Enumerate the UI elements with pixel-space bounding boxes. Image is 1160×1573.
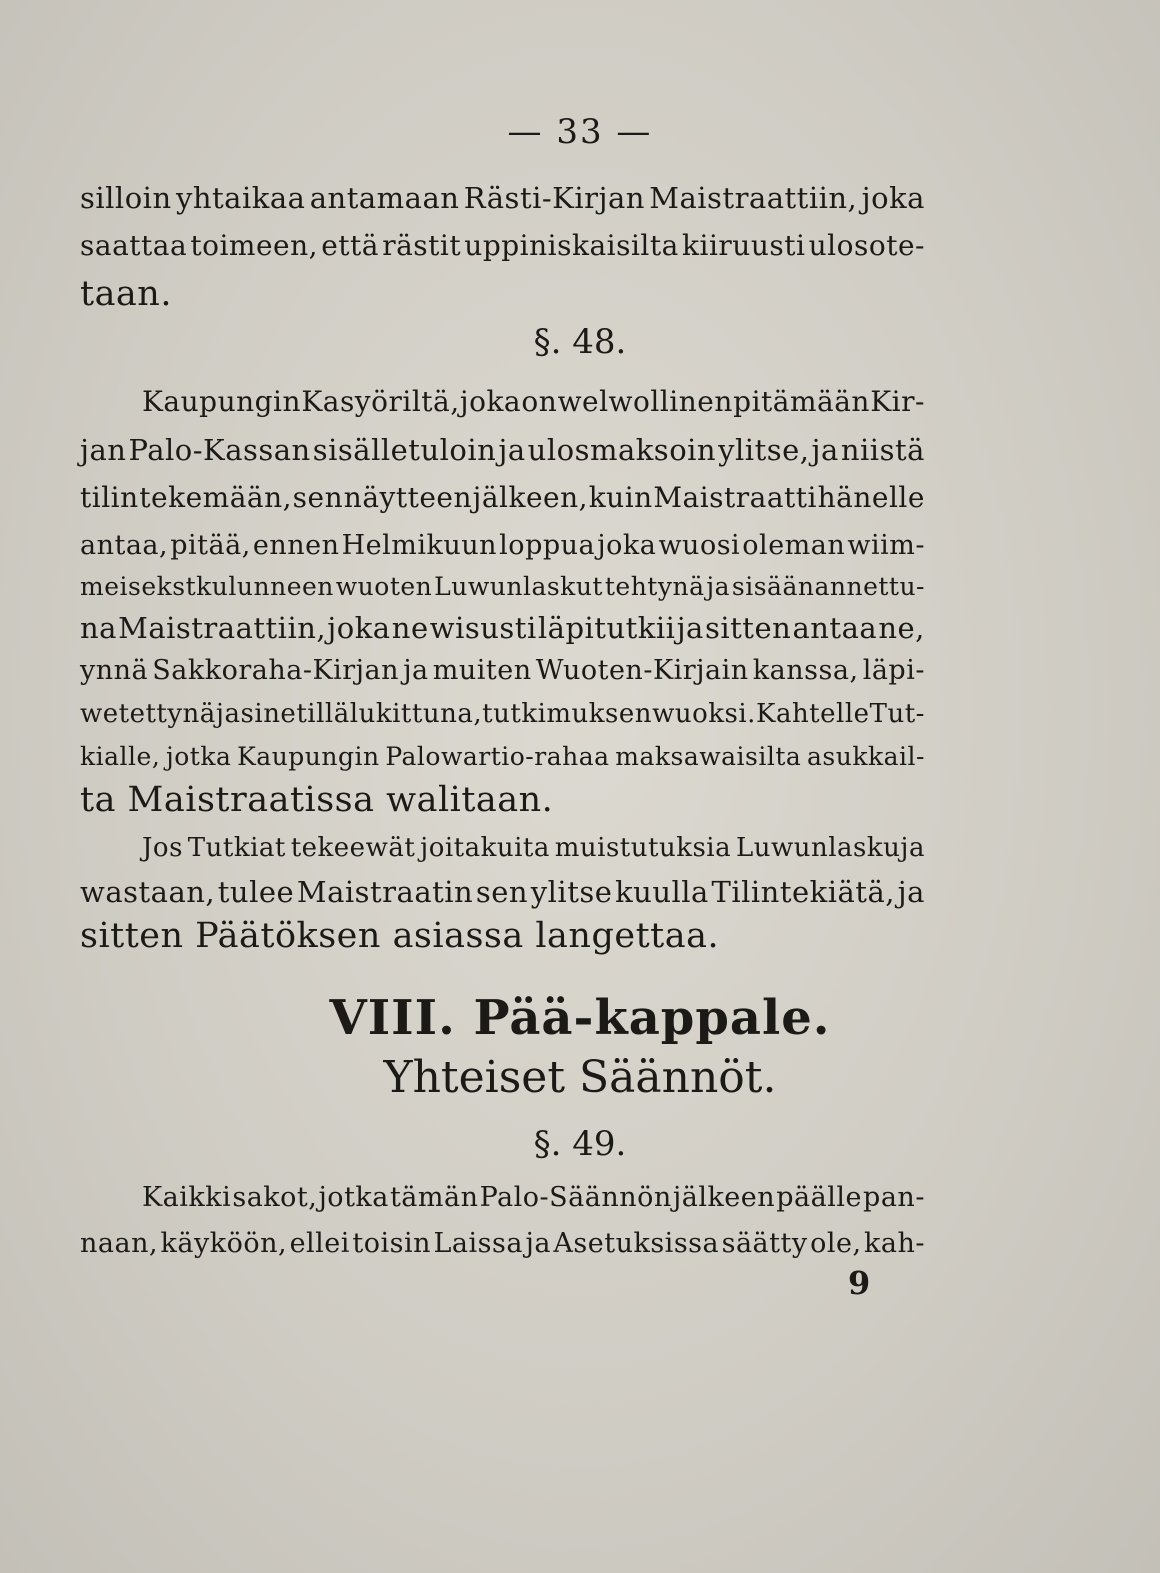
word: wuosi <box>658 530 741 561</box>
word: ja <box>897 875 925 909</box>
word: ynnä <box>80 655 149 686</box>
word: yhtaikaa <box>175 181 306 215</box>
word: kah- <box>864 1228 925 1259</box>
word: Luwunlaskuja <box>735 833 925 863</box>
word: tehtynä <box>604 572 705 601</box>
word: joka <box>597 530 657 561</box>
word: Maistraattiin, <box>118 611 327 645</box>
word: ylitse <box>530 875 613 909</box>
word: tutkimuksen <box>482 699 653 729</box>
word: jälkeen <box>672 1182 776 1213</box>
word: na <box>80 611 117 645</box>
word: muistutuksia <box>554 833 732 863</box>
word: saattaa <box>80 229 188 262</box>
word: sitten <box>705 611 792 645</box>
word: ole, <box>810 1228 862 1259</box>
paragraph-line <box>80 735 925 779</box>
paragraph-line <box>80 692 925 736</box>
word: Jos <box>142 833 183 863</box>
paragraph-line <box>80 870 925 914</box>
word: jotka <box>318 1182 389 1213</box>
paragraph-line <box>80 826 925 870</box>
word: wastaan, <box>80 875 216 909</box>
word: lukittuna, <box>349 699 483 729</box>
word: ylitse, <box>718 433 810 467</box>
word: toisin <box>352 1228 432 1259</box>
word: ja <box>706 572 731 601</box>
word: wiim- <box>847 530 925 561</box>
word: Tutkiat <box>187 833 286 863</box>
word: wetettynä <box>80 699 216 729</box>
word: Wuoten-Kirjain <box>535 655 749 686</box>
word: antamaan <box>309 181 460 215</box>
word: että <box>321 229 380 262</box>
paragraph-line <box>80 524 925 568</box>
word: Palo-Säännön <box>479 1182 672 1213</box>
word: antaa <box>792 611 878 645</box>
paragraph-line <box>80 380 925 424</box>
word: Rästi-Kirjan <box>463 181 645 215</box>
word: päälle <box>776 1182 862 1213</box>
word: rästit <box>382 229 462 262</box>
word: naan, <box>80 1228 159 1259</box>
word: Palowartio-rahaa <box>385 742 610 771</box>
word: tekemään, <box>139 481 293 514</box>
word: kuulla <box>615 875 709 909</box>
word: maksawaisilta <box>615 742 802 771</box>
word: tämän <box>389 1182 479 1213</box>
chapter-subtitle: Yhteiset Säännöt. <box>383 1052 777 1103</box>
word: Luwunlaskut <box>434 572 603 601</box>
word: uppiniskaisilta <box>464 229 679 262</box>
word: jotka <box>166 742 232 771</box>
word: ja <box>498 433 526 467</box>
word: ja <box>811 433 839 467</box>
word: Asetuksissa <box>553 1228 720 1259</box>
word: hänelle <box>817 481 925 514</box>
word: wuoten <box>335 572 433 601</box>
word: Kasyöriltä, <box>301 385 460 418</box>
word: sen <box>292 481 344 514</box>
word: Kaupungin <box>237 742 380 771</box>
word: tulee <box>217 875 295 909</box>
word: niistä <box>840 433 925 467</box>
word: Maistraatti <box>653 481 817 514</box>
word: wuoksi. <box>652 699 756 729</box>
word: käyköön, <box>160 1228 288 1259</box>
section-49-heading: §. 49. <box>533 1124 627 1164</box>
section-48-heading: §. 48. <box>533 322 627 362</box>
word: sinetillä <box>240 699 350 729</box>
word: näytteen <box>343 481 473 514</box>
word: kiiruusti <box>682 229 806 262</box>
word: Kaupungin <box>142 385 302 418</box>
word: pan- <box>863 1182 925 1213</box>
word: pitämään <box>733 385 870 418</box>
word: läpitutkii <box>537 611 676 645</box>
word: ennen <box>252 530 340 561</box>
word: wisusti <box>429 611 537 645</box>
word: meisekstkulunneen <box>80 572 334 601</box>
paragraph-line <box>80 1222 925 1266</box>
word: ja <box>676 611 704 645</box>
paragraph-line <box>80 606 925 650</box>
word: antaa, <box>80 530 169 561</box>
paragraph-line: ta Maistraatissa walitaan. <box>80 780 554 820</box>
word: sisäänannettu- <box>731 572 925 601</box>
word: jan <box>80 433 127 467</box>
word: ellei <box>289 1228 350 1259</box>
word: sakot, <box>232 1182 318 1213</box>
word: ja <box>215 699 241 729</box>
word: ulosote- <box>808 229 925 262</box>
word: asukkail- <box>807 742 925 771</box>
chapter-title: VIII. Pää-kappale. <box>329 990 831 1046</box>
word: tilin <box>80 481 139 514</box>
intro-line-1 <box>80 176 925 220</box>
word: joka <box>459 385 522 418</box>
word: kanssa, <box>752 655 859 686</box>
word: loppua <box>499 530 596 561</box>
word: ja <box>525 1228 551 1259</box>
paragraph-line <box>80 649 925 693</box>
word: Kaikki <box>142 1182 232 1213</box>
word: läpi- <box>862 655 925 686</box>
word: ja <box>403 655 429 686</box>
word: kuin <box>588 481 653 514</box>
word: oleman <box>742 530 846 561</box>
word: silloin <box>80 181 172 215</box>
paragraph-line <box>80 565 925 609</box>
word: joka <box>327 611 391 645</box>
word: ne <box>391 611 429 645</box>
paragraph-line <box>80 1176 925 1220</box>
word: kialle, <box>80 742 161 771</box>
word: Tut- <box>869 699 925 729</box>
word: welwollinen <box>557 385 733 418</box>
intro-line-3: taan. <box>80 274 172 314</box>
intro-line-2 <box>80 224 925 268</box>
word: pitää, <box>170 530 251 561</box>
page-number: — 33 — <box>507 112 653 152</box>
word: Maistraattiin, <box>649 181 858 215</box>
paragraph-line <box>80 428 925 472</box>
word: joitakuita <box>420 833 550 863</box>
word: muiten <box>432 655 532 686</box>
word: ne, <box>878 611 925 645</box>
word: Tilintekiätä, <box>711 875 895 909</box>
word: säätty <box>721 1228 808 1259</box>
word: Sakkoraha-Kirjan <box>152 655 400 686</box>
word: toimeen, <box>190 229 319 262</box>
paragraph-line <box>80 476 925 520</box>
word: on <box>521 385 558 418</box>
word: Laissa <box>433 1228 523 1259</box>
word: Kahtelle <box>756 699 870 729</box>
word: jälkeen, <box>472 481 589 514</box>
word: Maistraatin <box>296 875 474 909</box>
word: ulosmaksoin <box>527 433 717 467</box>
paragraph-line: sitten Päätöksen asiassa langettaa. <box>80 916 720 956</box>
word: tekeewät <box>290 833 416 863</box>
word: Kir- <box>870 385 925 418</box>
signature-mark: 9 <box>848 1264 871 1302</box>
word: Helmikuun <box>341 530 498 561</box>
word: sen <box>475 875 529 909</box>
word: joka <box>861 181 925 215</box>
word: Palo-Kassan <box>128 433 311 467</box>
word: sisälletuloin <box>312 433 497 467</box>
